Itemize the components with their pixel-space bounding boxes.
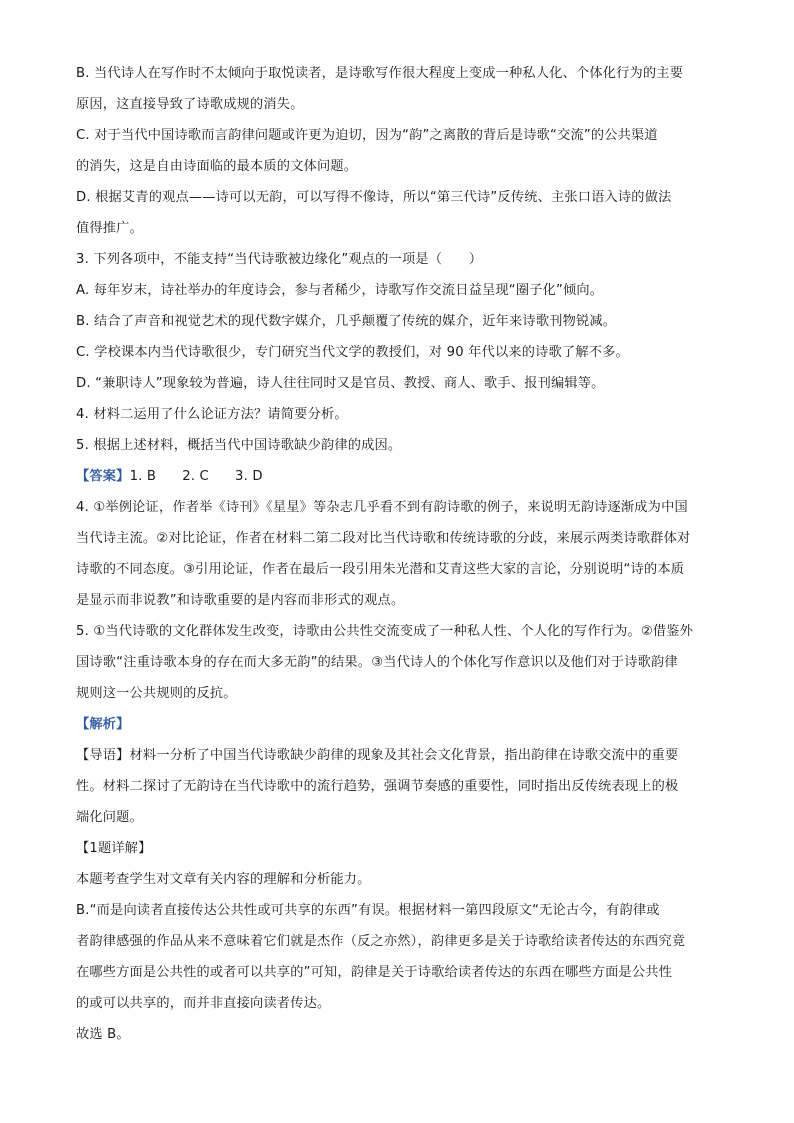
detail-line: 故选 B。 bbox=[76, 1027, 130, 1042]
answer-item: 1. B bbox=[129, 469, 157, 484]
analysis-heading bbox=[76, 709, 721, 740]
question-3: 3. 下列各项中，不能支持“当代诗歌被边缘化”观点的一项是（ ） bbox=[76, 252, 483, 267]
text-line: D. 根据艾青的观点——诗可以无韵，可以写得不像诗，所以“第三代诗”反传统、主张口语入诗的做法 bbox=[76, 190, 672, 205]
option-d: D. “兼职诗人”现象较为普遍，诗人往往同时又是官员、教授、商人、歌手、报刊编辑等。 bbox=[76, 376, 605, 391]
text-line: C. 对于当代中国诗歌而言韵律问题或许更为迫切，因为“韵”之离散的背后是诗歌“交流”的公共渠道 bbox=[76, 128, 658, 143]
detail-line: B.“而是向读者直接传达公共性或可共享的东西”有误。根据材料一第四段原文“无论古今，有韵律或 bbox=[76, 903, 660, 918]
option-a: A. 每年岁末，诗社举办的年度诗会，参与者稀少，诗歌写作交流日益呈现“圈子化”倾向。 bbox=[76, 283, 604, 298]
guide-line: 性。材料二探讨了无韵诗在当代诗歌中的流行趋势，强调节奏感的重要性，同时指出反传统表现上的极 bbox=[76, 779, 679, 794]
answer-text-line: 4. ①举例论证，作者举《诗刊》《星星》等杂志几乎看不到有韵诗歌的例子，来说明无韵诗逐渐成为中国 bbox=[76, 500, 688, 515]
answer-item: 3. D bbox=[234, 469, 263, 484]
guide-line: 【导语】材料一分析了中国当代诗歌缺少韵律的现象及其社会文化背景，指出韵律在诗歌交流中的重要 bbox=[76, 748, 679, 763]
answer-tag: 【答案】 bbox=[76, 469, 130, 484]
answer-text-line: 当代诗主流。②对比论证，作者在材料二第二段对比当代诗歌和传统诗歌的分歧，来展示两类诗歌群体对 bbox=[76, 531, 691, 546]
detail-heading: 【1题详解】 bbox=[76, 841, 152, 856]
question-4: 4. 材料二运用了什么论证方法？请简要分析。 bbox=[76, 407, 348, 422]
answer-text-line: 诗歌的不同态度。③引用论证，作者在最后一段引用朱光潜和艾青这些大家的言论，分别说明“诗的本质 bbox=[76, 562, 685, 577]
guide-line: 端化问题。 bbox=[76, 810, 143, 825]
text-line: B. 当代诗人在写作时不太倾向于取悦读者，是诗歌写作很大程度上变成一种私人化、个体化行为的主要 bbox=[76, 66, 684, 81]
detail-line: 在哪些方面是公共性的或者可以共享的”可知，韵律是关于诗歌给读者传达的东西在哪些方面是公共性 bbox=[76, 965, 673, 980]
option-c: C. 学校课本内当代诗歌很少，专门研究当代文学的教授们，对 90 年代以来的诗歌了解不多。 bbox=[76, 345, 629, 360]
detail-line: 者韵律感强的作品从来不意味着它们就是杰作（反之亦然），韵律更多是关于诗歌给读者传达的东西究竟 bbox=[76, 934, 686, 949]
answer-text-line: 5. ①当代诗歌的文化群体发生改变，诗歌由公共性交流变成了一种私人性、个人化的写作行为。②借鉴外 bbox=[76, 624, 694, 639]
answer-text-line: 规则这一公共规则的反抗。 bbox=[76, 686, 237, 701]
detail-line: 本题考查学生对文章有关内容的理解和分析能力。 bbox=[76, 872, 371, 887]
answer-item: 2. C bbox=[182, 469, 209, 484]
answer-line bbox=[76, 461, 721, 492]
answer-text-line: 是显示而非说教”和诗歌重要的是内容而非形式的观点。 bbox=[76, 593, 405, 608]
text-line: 原因，这直接导致了诗歌成规的消失。 bbox=[76, 97, 304, 112]
answer-text-line: 国诗歌“注重诗歌本身的存在而大多无韵”的结果。③当代诗人的个体化写作意识以及他们对于诗歌韵律 bbox=[76, 655, 678, 670]
option-b: B. 结合了声音和视觉艺术的现代数字媒介，几乎颠覆了传统的媒介，近年来诗歌刊物锐减。 bbox=[76, 314, 617, 329]
text-line: 值得推广。 bbox=[76, 221, 143, 236]
detail-line: 的或可以共享的，而并非直接向读者传达。 bbox=[76, 996, 331, 1011]
text-line: 的消失，这是自由诗面临的最本质的文体问题。 bbox=[76, 159, 358, 174]
question-5: 5. 根据上述材料，概括当代中国诗歌缺少韵律的成因。 bbox=[76, 438, 402, 453]
document-page bbox=[76, 58, 721, 1050]
analysis-tag: 【解析】 bbox=[76, 717, 130, 732]
